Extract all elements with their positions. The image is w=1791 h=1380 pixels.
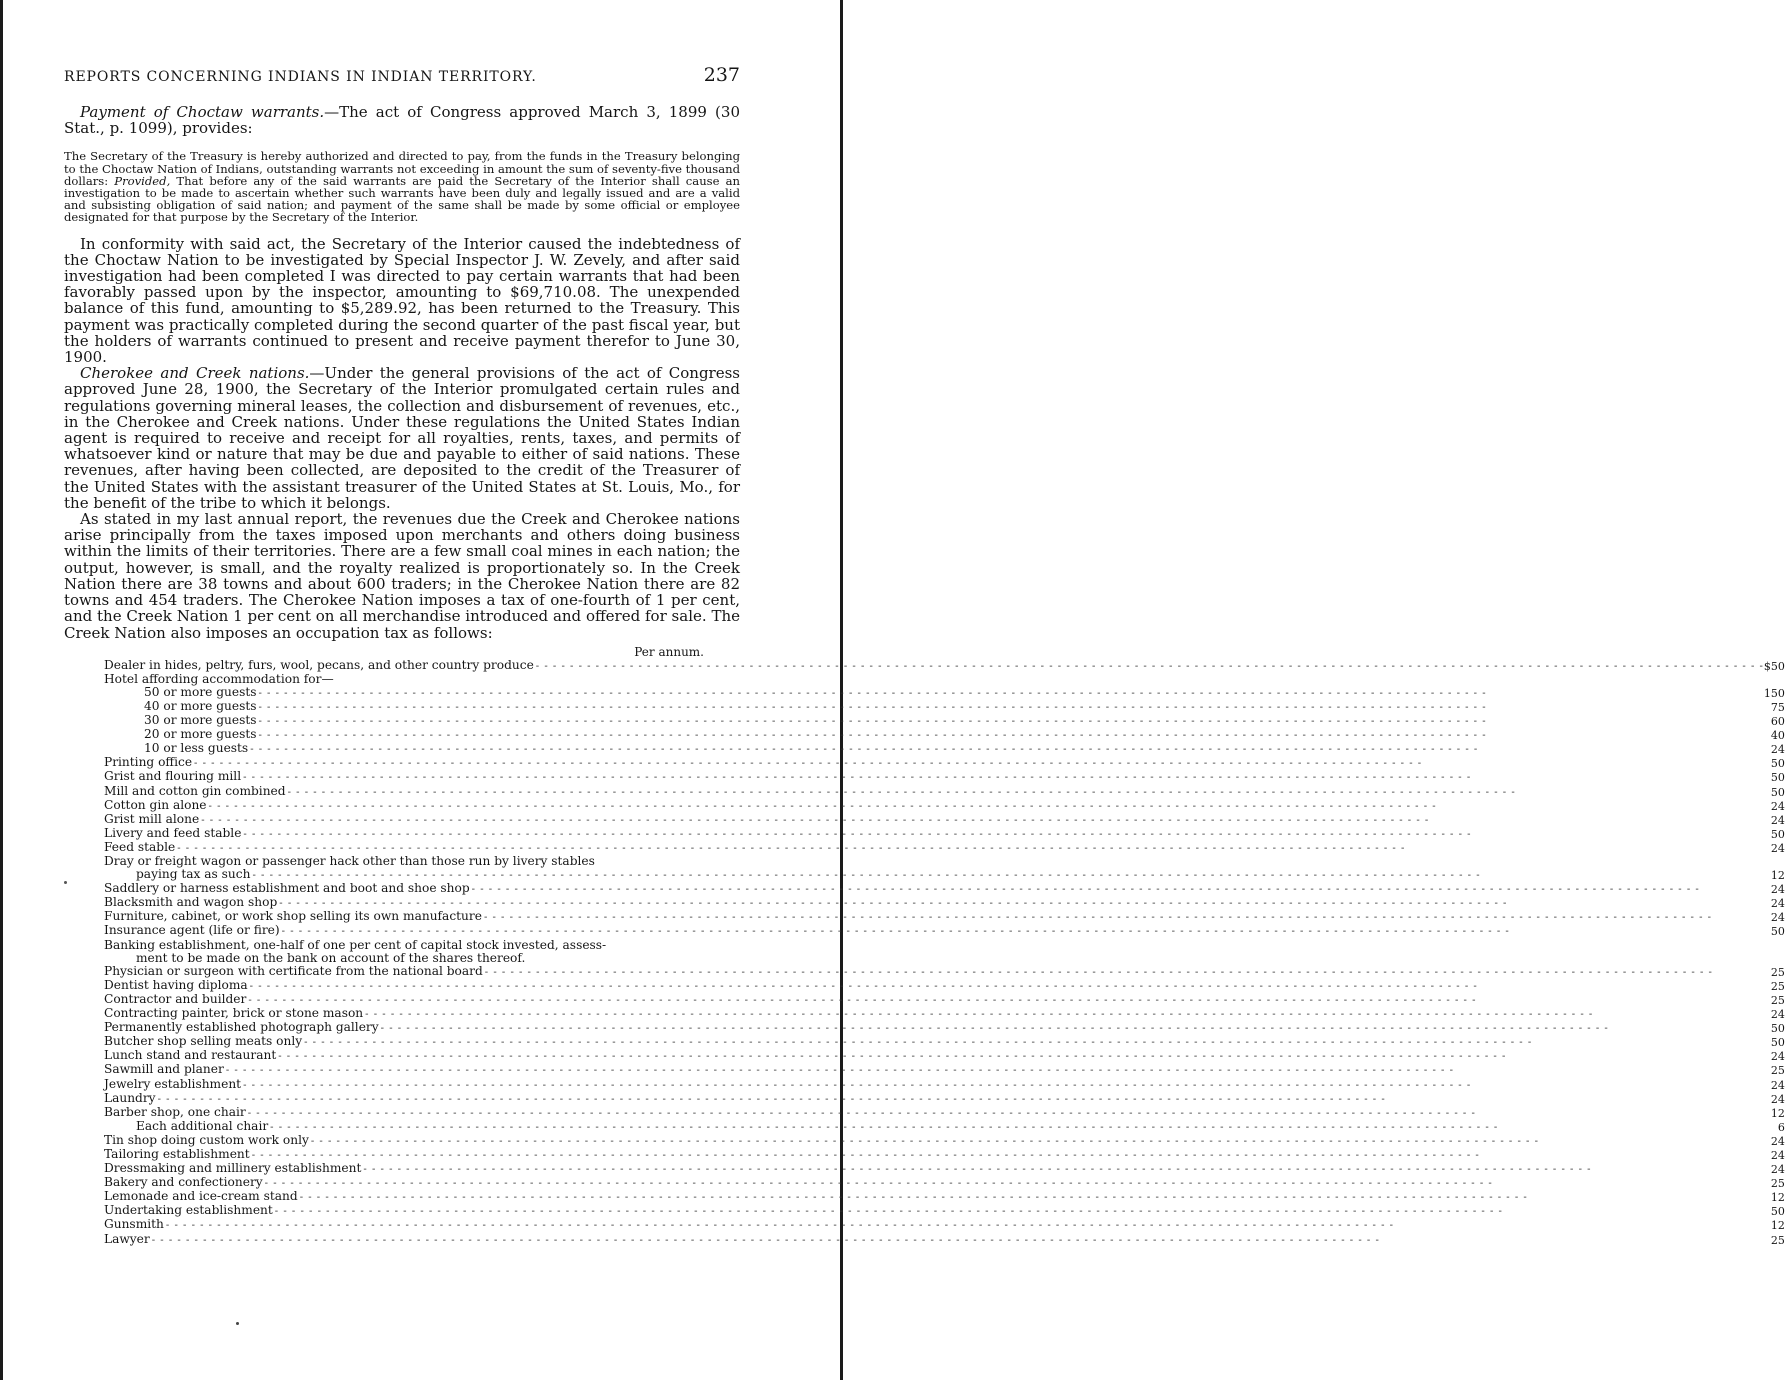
table-row [64, 1134, 1791, 1148]
tax-amount: 24 [1770, 1092, 1785, 1106]
quote-text-before: The Secretary of the Treasury is hereby authorized and directed to pay, from the funds in the Treasury belonging to the Choctaw Nation of Indians, outstanding warrants not exceeding in amount the sum of seventy-five thousand dollars: [64, 149, 740, 188]
tax-item-line [144, 728, 1764, 742]
table-row [64, 1007, 1791, 1021]
tax-item-line [104, 910, 1764, 924]
table-row [64, 1218, 1791, 1232]
tax-amount: 24 [1770, 743, 1785, 757]
scan-speck [236, 1322, 239, 1325]
quoted-statute [64, 150, 740, 223]
tax-table-body [64, 659, 1791, 1247]
tax-item-cell [64, 979, 1764, 993]
table-row [64, 952, 1791, 965]
table-row [64, 882, 1791, 896]
tax-item-label: 50 or more guests [144, 684, 257, 699]
tax-item-label: Physician or surgeon with certificate from the national board [104, 963, 483, 978]
tax-item-cell [64, 965, 1764, 979]
tax-amount [1764, 673, 1791, 686]
tax-item-label: 30 or more guests [144, 713, 257, 728]
tax-item-label: Insurance agent (life or fire) [104, 923, 280, 938]
tax-item-cell [64, 1233, 1764, 1247]
dot-leader [288, 786, 1764, 799]
tax-item-cell [64, 952, 1764, 965]
tax-item-line [104, 659, 1764, 673]
tax-item-line [104, 993, 1764, 1007]
occupation-tax-table [64, 659, 1791, 1247]
tax-item-line [144, 742, 1764, 756]
table-row [64, 1120, 1791, 1134]
tax-item-label: Tailoring establishment [104, 1146, 250, 1161]
tax-item-label: Dressmaking and millinery establishment [104, 1161, 362, 1176]
tax-item-cell [64, 1007, 1764, 1021]
tax-amount: 50 [1770, 757, 1785, 771]
tax-item-label: Lawyer [104, 1231, 150, 1246]
tax-amount: 12 [1770, 1106, 1785, 1120]
tax-amount: 24 [1770, 813, 1785, 827]
dot-leader [472, 883, 1764, 896]
dot-leader [152, 1234, 1764, 1247]
tax-item-line [104, 756, 1764, 770]
tax-item-cell [64, 827, 1764, 841]
tax-item-cell [64, 1078, 1764, 1092]
tax-item-cell [64, 700, 1764, 714]
paragraph-text: —Under the general provisions of the act of Congress approved June 28, 1900, the Secretary of the Interior promulgated certain rules and regulations governing mineral leases, the collection and disbursement of revenues, etc., in the Cherokee and Creek nations. Under these regulations the United States Indian agent is required to receive and receipt for all royalties, rents, taxes, and permits of whatsoever kind or nature that may be due and payable to either of said nations. These revenues, after having been collected, are deposited to the credit of the Treasurer of the United States with the assistant treasurer of the United States at St. Louis, Mo., for the benefit of the tribe to which it belongs. [64, 364, 740, 512]
quote-italic-provided: Provided, [114, 173, 171, 188]
dot-leader [226, 1064, 1764, 1077]
table-row [64, 1233, 1791, 1247]
tax-item-label: Gunsmith [104, 1217, 164, 1232]
tax-item-label: Lemonade and ice-cream stand [104, 1189, 298, 1204]
document-page [64, 64, 1785, 1247]
tax-amount: 25 [1770, 1064, 1785, 1078]
tax-item-line [104, 1049, 1764, 1063]
tax-item-cell [64, 1204, 1764, 1218]
tax-item-line [104, 1218, 1764, 1232]
tax-item-label: Dealer in hides, peltry, furs, wool, pecans, and other country produce [104, 657, 534, 672]
tax-item-line [104, 1162, 1764, 1176]
table-row [64, 993, 1791, 1007]
tax-amount: 50 [1770, 771, 1785, 785]
tax-item-line [104, 799, 1764, 813]
tax-item-line [104, 924, 1764, 938]
scan-speck [64, 881, 67, 884]
tax-amount: 25 [1770, 1177, 1785, 1191]
tax-amount: $50 [1763, 659, 1785, 673]
dot-leader [265, 1177, 1764, 1190]
tax-item-label: Permanently established photograph gallery [104, 1020, 379, 1035]
tax-amount: 12 [1770, 1191, 1785, 1205]
tax-item-line [104, 1021, 1764, 1035]
tax-item-line [136, 1120, 1764, 1134]
tax-item-cell [64, 1063, 1764, 1077]
tax-amount: 150 [1763, 686, 1785, 700]
tax-amount: 24 [1770, 1078, 1785, 1092]
dot-leader [252, 1149, 1764, 1162]
dot-leader [259, 729, 1764, 742]
tax-item-line [104, 1134, 1764, 1148]
tax-item-label: Saddlery or harness establishment and boot and shoe shop [104, 881, 470, 896]
tax-item-cell [64, 1049, 1764, 1063]
tax-item-label: 10 or less guests [144, 741, 249, 756]
dot-leader [248, 994, 1764, 1007]
tax-amount: 50 [1770, 925, 1785, 939]
dot-leader [485, 966, 1764, 979]
tax-amount: 25 [1770, 993, 1785, 1007]
table-row [64, 910, 1791, 924]
tax-item-line [104, 896, 1764, 910]
table-row [64, 659, 1791, 673]
dot-leader [250, 980, 1764, 993]
paragraph-text: —The act of Congress approved March 3, 1899 (30 Stat., p. 1099), provides: [64, 103, 740, 138]
tax-item-cell [64, 1035, 1764, 1049]
table-row [64, 1035, 1791, 1049]
tax-item-line [104, 939, 1764, 952]
tax-item-line [104, 1092, 1764, 1106]
dot-leader [252, 869, 1763, 882]
dot-leader [536, 660, 1764, 673]
tax-amount: 24 [1770, 911, 1785, 925]
tax-item-label: Grist and flouring mill [104, 769, 242, 784]
table-row [64, 965, 1791, 979]
dot-leader [363, 1163, 1764, 1176]
tax-item-label: Furniture, cabinet, or work shop selling its own manufacture [104, 909, 482, 924]
tax-item-label: Dray or freight wagon or passenger hack other than those run by livery stables [104, 854, 595, 869]
dot-leader [158, 1093, 1764, 1106]
table-row [64, 1092, 1791, 1106]
tax-item-label: Blacksmith and wagon shop [104, 895, 278, 910]
tax-item-label: Barber shop, one chair [104, 1104, 246, 1119]
tax-item-line [104, 1106, 1764, 1120]
tax-item-cell [64, 1176, 1764, 1190]
table-row [64, 1106, 1791, 1120]
tax-item-line [104, 1035, 1764, 1049]
tax-item-cell [64, 742, 1764, 756]
tax-amount: 50 [1770, 785, 1785, 799]
tax-item-line [104, 813, 1764, 827]
tax-amount: 40 [1770, 729, 1785, 743]
table-row [64, 979, 1791, 993]
paragraph-choctaw-warrants [64, 104, 740, 136]
tax-item-cell [64, 1162, 1764, 1176]
dot-leader [275, 1205, 1764, 1218]
table-row [64, 924, 1791, 938]
table-row [64, 1176, 1791, 1190]
dot-leader [243, 828, 1763, 841]
table-row [64, 827, 1791, 841]
tax-item-label: ment to be made on the bank on account of the shares thereof. [136, 950, 526, 965]
tax-item-line [104, 1204, 1764, 1218]
dot-leader [194, 757, 1764, 770]
tax-item-label: 40 or more guests [144, 698, 257, 713]
paragraph-cherokee-creek [64, 365, 740, 511]
dot-leader [259, 701, 1764, 714]
tax-item-line [104, 673, 1764, 686]
tax-item-line [144, 700, 1764, 714]
tax-item-label: Banking establishment, one-half of one per cent of capital stock invested, assess- [104, 937, 607, 952]
tax-item-label: Printing office [104, 755, 193, 770]
table-row [64, 785, 1791, 799]
tax-item-cell [64, 659, 1764, 673]
table-row [64, 673, 1791, 686]
tax-amount: 24 [1770, 1134, 1785, 1148]
table-row [64, 841, 1791, 855]
tax-item-cell [64, 1218, 1764, 1232]
tax-item-cell [64, 1134, 1764, 1148]
table-row [64, 855, 1791, 868]
page-number: 237 [703, 64, 740, 86]
tax-item-cell [64, 756, 1764, 770]
tax-item-line [104, 855, 1764, 868]
tax-amount: 6 [1777, 1120, 1785, 1134]
tax-item-line [104, 841, 1764, 855]
tax-item-line [104, 979, 1764, 993]
tax-amount: 24 [1770, 841, 1785, 855]
section-heading-cherokee-creek: Cherokee and Creek nations. [80, 364, 310, 383]
tax-item-line [136, 868, 1764, 882]
tax-item-cell [64, 882, 1764, 896]
dot-leader [282, 925, 1764, 938]
tax-amount: 24 [1770, 1050, 1785, 1064]
tax-item-label: Cotton gin alone [104, 797, 207, 812]
table-row [64, 1162, 1791, 1176]
table-row [64, 1190, 1791, 1204]
tax-item-cell [64, 1190, 1764, 1204]
dot-leader [243, 1079, 1764, 1092]
tax-item-cell [64, 728, 1764, 742]
dot-leader [300, 1191, 1764, 1204]
tax-amount [1764, 952, 1791, 965]
tax-item-label: Dentist having diploma [104, 977, 248, 992]
tax-item-label: Livery and feed stable [104, 825, 242, 840]
tax-item-line [104, 1007, 1764, 1021]
tax-item-label: Tin shop doing custom work only [104, 1132, 309, 1147]
tax-item-line [104, 770, 1764, 784]
tax-amount: 12 [1770, 869, 1785, 883]
tax-item-label: Butcher shop selling meats only [104, 1034, 303, 1049]
tax-item-label: Grist mill alone [104, 811, 200, 826]
tax-item-label: Sawmill and planer [104, 1062, 224, 1077]
tax-item-cell [64, 673, 1764, 686]
dot-leader [381, 1022, 1764, 1035]
tax-item-label: Jewelry establishment [104, 1076, 242, 1091]
tax-amount: 25 [1770, 965, 1785, 979]
dot-leader [304, 1036, 1764, 1049]
tax-item-label: 20 or more guests [144, 727, 257, 742]
tax-amount [1764, 939, 1791, 952]
tax-item-line [104, 1063, 1764, 1077]
table-row [64, 714, 1791, 728]
table-row [64, 756, 1791, 770]
tax-item-line [104, 827, 1764, 841]
tax-amount [1764, 855, 1791, 868]
tax-item-line [104, 1233, 1764, 1247]
dot-leader [259, 715, 1764, 728]
dot-leader [259, 687, 1764, 700]
table-row [64, 686, 1791, 700]
tax-item-label: Undertaking establishment [104, 1203, 273, 1218]
table-row [64, 1021, 1791, 1035]
tax-item-cell [64, 785, 1764, 799]
tax-item-cell [64, 939, 1764, 952]
tax-item-cell [64, 1148, 1764, 1162]
dot-leader [484, 911, 1764, 924]
tax-item-line [104, 1190, 1764, 1204]
tax-item-line [136, 952, 1764, 965]
tax-amount: 24 [1770, 799, 1785, 813]
tax-item-line [104, 882, 1764, 896]
tax-amount: 25 [1770, 979, 1785, 993]
tax-item-line [104, 1148, 1764, 1162]
tax-item-cell [64, 855, 1764, 868]
table-row [64, 799, 1791, 813]
table-row [64, 1148, 1791, 1162]
tax-item-label: Contracting painter, brick or stone mason [104, 1006, 364, 1021]
tax-item-line [104, 785, 1764, 799]
tax-item-cell [64, 924, 1764, 938]
tax-item-line [144, 714, 1764, 728]
dot-leader [166, 1219, 1764, 1232]
table-row [64, 939, 1791, 952]
tax-amount: 60 [1770, 715, 1785, 729]
left-scan-edge [0, 0, 3, 1380]
tax-item-cell [64, 910, 1764, 924]
table-row [64, 1204, 1791, 1218]
tax-item-cell [64, 896, 1764, 910]
dot-leader [311, 1135, 1764, 1148]
table-row [64, 770, 1791, 784]
running-header [64, 64, 740, 86]
tax-amount: 75 [1770, 700, 1785, 714]
tax-item-cell [64, 770, 1764, 784]
tax-item-cell [64, 1092, 1764, 1106]
tax-amount: 24 [1770, 897, 1785, 911]
running-title: REPORTS CONCERNING INDIANS IN INDIAN TERRITORY. [64, 69, 537, 85]
table-row [64, 1063, 1791, 1077]
table-row [64, 1049, 1791, 1063]
tax-amount: 50 [1770, 1205, 1785, 1219]
paragraph-revenues: As stated in my last annual report, the revenues due the Creek and Cherokee nations arise principally from the taxes imposed upon merchants and others doing business within the limits of their territories. There are a few small coal mines in each nation; the output, however, is small, and the royalty realized is proportionately so. In the Creek Nation there are 38 towns and about 600 traders; in the Cherokee Nation there are 82 towns and 454 traders. The Cherokee Nation imposes a tax of one-fourth of 1 per cent, and the Creek Nation 1 per cent on all merchandise introduced and offered for sale. The Creek Nation also imposes an occupation tax as follows: [64, 510, 740, 642]
dot-leader [248, 1107, 1764, 1120]
tax-item-cell [64, 868, 1764, 882]
table-row [64, 1078, 1791, 1092]
tax-item-line [104, 965, 1764, 979]
tax-item-cell [64, 1106, 1764, 1120]
tax-item-line [104, 1176, 1764, 1190]
tax-amount: 24 [1770, 1008, 1785, 1022]
tax-amount: 50 [1770, 827, 1785, 841]
tax-item-cell [64, 799, 1764, 813]
tax-item-label: Lunch stand and restaurant [104, 1048, 277, 1063]
dot-leader [243, 771, 1764, 784]
tax-item-label: Mill and cotton gin combined [104, 783, 286, 798]
tax-amount: 50 [1770, 1022, 1785, 1036]
tax-amount: 25 [1770, 1233, 1785, 1247]
tax-item-cell [64, 841, 1764, 855]
table-row [64, 700, 1791, 714]
tax-amount: 50 [1770, 1036, 1785, 1050]
tax-amount: 24 [1770, 883, 1785, 897]
table-row [64, 896, 1791, 910]
tax-amount: 12 [1770, 1219, 1785, 1233]
per-annum-header: Per annum. [634, 644, 704, 659]
dot-leader [278, 1050, 1764, 1063]
tax-item-label: paying tax as such [136, 867, 251, 882]
tax-item-cell [64, 686, 1764, 700]
tax-item-cell [64, 1120, 1764, 1134]
tax-item-line [144, 686, 1764, 700]
table-row [64, 813, 1791, 827]
tax-item-label: Each additional chair [136, 1118, 269, 1133]
paragraph-conformity: In conformity with said act, the Secretary of the Interior caused the indebtedness of the Choctaw Nation to be investigated by Special Inspector J. W. Zevely, and after said investigation had been completed I was directed to pay certain warrants that had been favorably passed upon by the inspector, amounting to $69,710.08. The unexpended balance of this fund, amounting to $5,289.92, has been returned to the Treasury. This payment was practically completed during the second quarter of the past fiscal year, but the holders of warrants continued to present and receive payment therefor to June 30, 1900. [64, 234, 740, 367]
dot-leader [250, 743, 1764, 756]
dot-leader [270, 1121, 1764, 1134]
dot-leader [365, 1008, 1764, 1021]
tax-item-label: Hotel affording accommodation for— [104, 671, 334, 686]
tax-item-label: Feed stable [104, 839, 176, 854]
tax-item-line [104, 1078, 1764, 1092]
tax-item-cell [64, 1021, 1764, 1035]
tax-item-label: Bakery and confectionery [104, 1175, 263, 1190]
tax-item-cell [64, 714, 1764, 728]
table-row [64, 868, 1791, 882]
tax-item-cell [64, 993, 1764, 1007]
tax-item-label: Laundry [104, 1090, 156, 1105]
dot-leader [279, 897, 1764, 910]
section-heading-choctaw: Payment of Choctaw warrants. [80, 103, 325, 121]
dot-leader [209, 800, 1764, 813]
tax-item-label: Contractor and builder [104, 991, 247, 1006]
tax-amount: 24 [1770, 1163, 1785, 1177]
dot-leader [201, 814, 1764, 827]
tax-item-cell [64, 813, 1764, 827]
quote-text-after: That before any of the said warrants are paid the Secretary of the Interior shall cause an investigation to be made to ascertain whether such warrants have been duly and legally issued and are a valid and subsisting obligation of said nation; and payment of the same shall be made by some official or employee designated for that purpose by the Secretary of the Interior. [64, 173, 740, 225]
table-row [64, 742, 1791, 756]
tax-amount: 24 [1770, 1148, 1785, 1162]
table-row [64, 728, 1791, 742]
